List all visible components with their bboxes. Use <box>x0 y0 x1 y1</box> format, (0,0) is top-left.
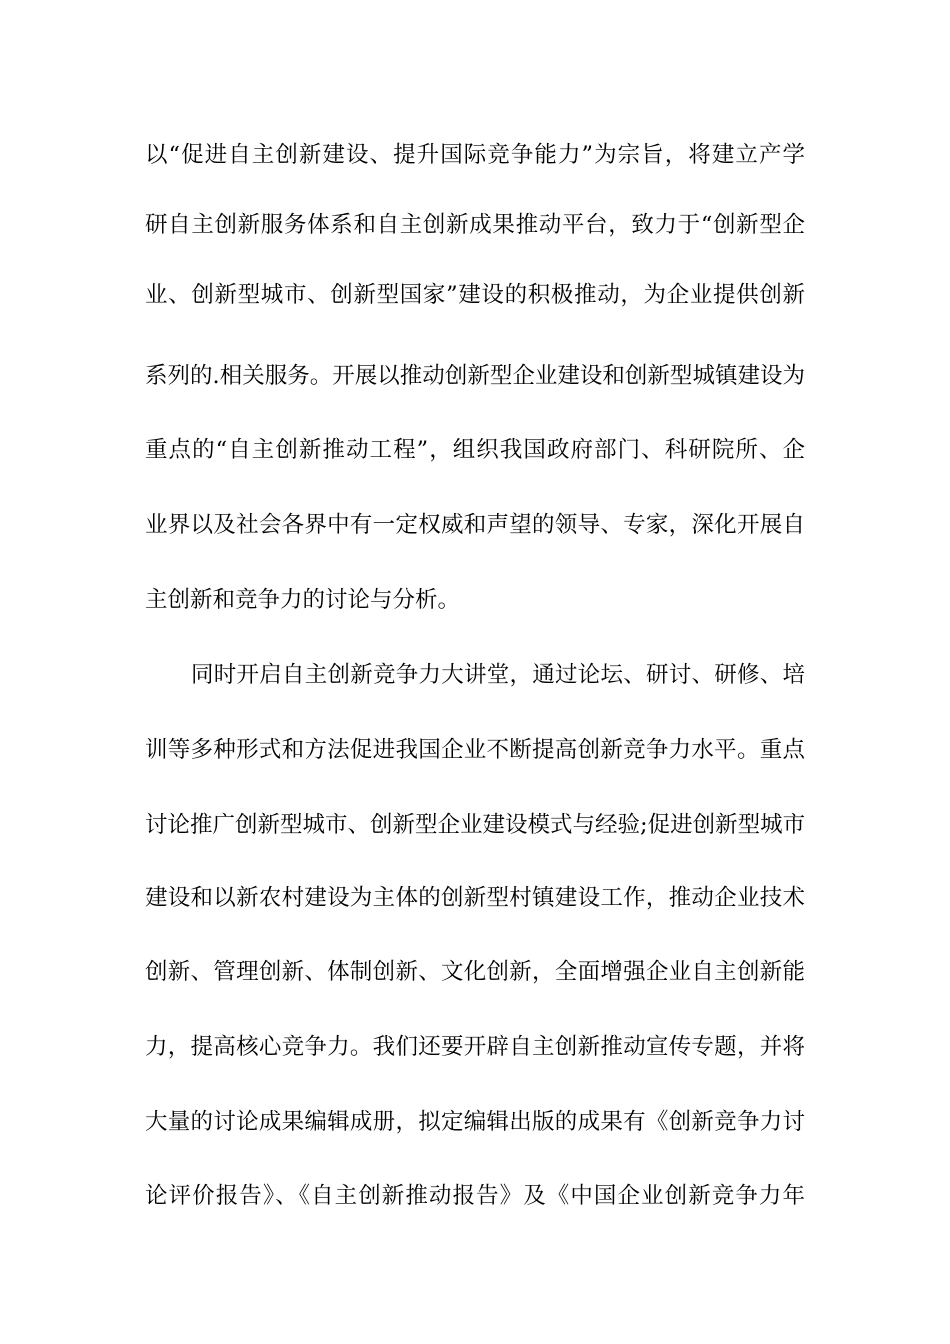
paragraph-2-line-4: 建设和以新农村建设为主体的创新型村镇建设工作，推动企业技术 <box>145 885 805 911</box>
paragraph-1-line-4: 系列的.相关服务。开展以推动创新型企业建设和创新型城镇建设为 <box>145 363 805 389</box>
paragraph-1-line-6: 业界以及社会各界中有一定权威和声望的领导、专家，深化开展自 <box>145 512 805 538</box>
paragraph-2-line-3: 讨论推广创新型城市、创新型企业建设模式与经验;促进创新型城市 <box>145 812 806 838</box>
paragraph-2-line-8: 论评价报告》、《自主创新推动报告》及《中国企业创新竞争力年 <box>145 1183 805 1209</box>
paragraph-2-line-5: 创新、管理创新、体制创新、文化创新，全面增强企业自主创新能 <box>145 959 805 985</box>
paragraph-2-line-7: 大量的讨论成果编辑成册，拟定编辑出版的成果有《创新竞争力讨 <box>145 1109 805 1135</box>
paragraph-1-line-3: 业、创新型城市、创新型国家”建设的积极推动，为企业提供创新 <box>145 282 805 308</box>
paragraph-1-line-5: 重点的“自主创新推动工程”，组织我国政府部门、科研院所、企 <box>145 437 805 463</box>
paragraph-1-line-1: 以“促进自主创新建设、提升国际竞争能力”为宗旨，将建立产学 <box>145 142 805 168</box>
paragraph-1-line-2: 研自主创新服务体系和自主创新成果推动平台，致力于“创新型企 <box>145 212 805 238</box>
paragraph-2-line-2: 训等多种形式和方法促进我国企业不断提高创新竞争力水平。重点 <box>145 737 805 763</box>
paragraph-2-line-6: 力，提高核心竞争力。我们还要开辟自主创新推动宣传专题，并将 <box>145 1034 805 1060</box>
paragraph-1-line-7: 主创新和竞争力的讨论与分析。 <box>145 587 461 613</box>
paragraph-2-line-1: 同时开启自主创新竞争力大讲堂，通过论坛、研讨、研修、培 <box>191 662 805 688</box>
